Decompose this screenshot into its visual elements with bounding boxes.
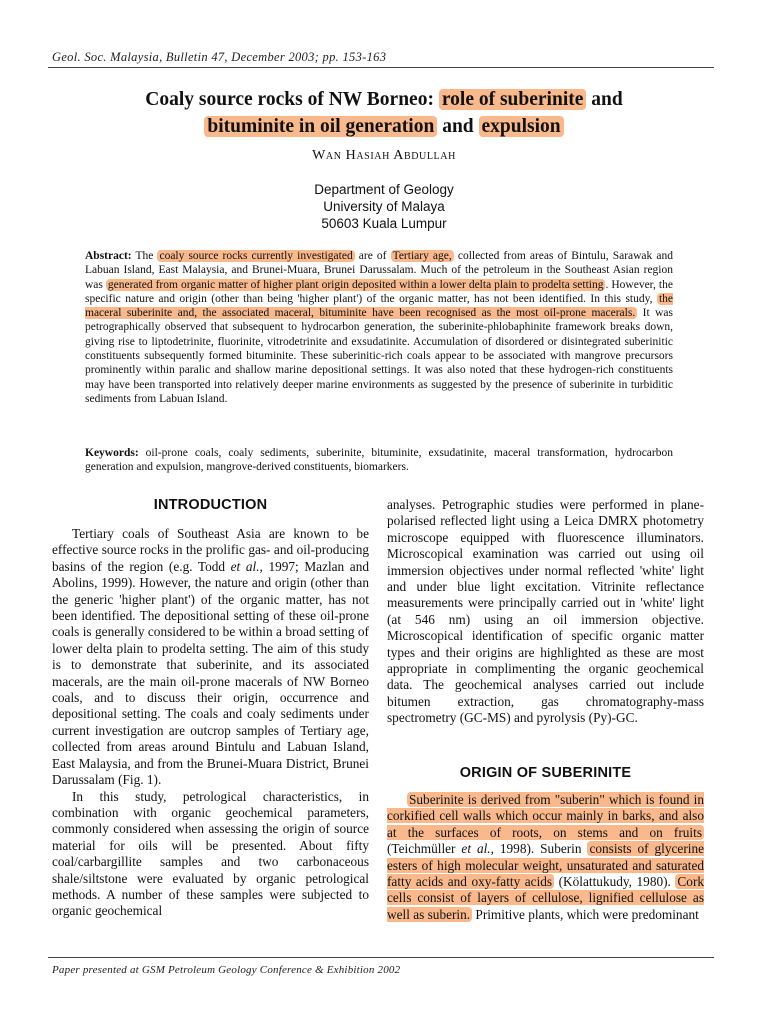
origin-paragraph [387, 792, 704, 923]
origin-text-1: (Teichmüller [387, 841, 462, 857]
page-footer: Paper presented at GSM Petroleum Geology Conference & Exhibition 2002 [52, 964, 401, 976]
title-highlight-1: role of suberinite [439, 89, 587, 110]
abstract-text-4: . However, the specific nature and origin (other than being 'higher plant') of the organic matter, has not been identified. In this study, [85, 278, 673, 305]
introduction-body [52, 526, 369, 920]
affiliation-city: 50603 Kuala Lumpur [321, 216, 447, 231]
abstract-highlight-4: the maceral suberinite and, the associated maceral, bituminite have been recognised as the most oil-prone macerals. [85, 292, 673, 320]
intro-p1-text-a: Tertiary coals of Southeast Asia are known to be effective source rocks in the prolific gas- and oil-producing basins of the region (e.g. Todd [52, 526, 369, 574]
affiliation-university: University of Malaya [323, 199, 445, 214]
abstract-text-3: collected from areas of Bintulu, Sarawak and Labuan Island, East Malaysia, and Brunei-Muara, Brunei Darussalam. Much of the petroleum in the Southeast Asian region was [85, 250, 673, 291]
origin-highlight-3: Cork cells consist of layers of cellulose, lignified cellulose as well as suberin. [387, 874, 705, 922]
title-part-1: Coaly source rocks of NW Borneo: [145, 89, 439, 110]
introduction-paragraph-1 [52, 526, 369, 789]
origin-heading: ORIGIN OF SUBERINITE [459, 765, 632, 781]
header-divider [48, 67, 714, 68]
origin-etal: et al. [461, 841, 491, 857]
paper-title [60, 86, 708, 140]
origin-text-3: Primitive plants, which were predominant [472, 906, 699, 922]
origin-highlight-1: Suberinite is derived from "suberin" which is found in corkified cell walls which occur mainly in barks, and also at the surfaces of roots, on stems and on fruits [387, 792, 704, 840]
origin-text-2: (Kölattukudy, 1980). [554, 874, 676, 890]
keywords-label: Keywords: [85, 447, 139, 459]
title-part-3: and [437, 116, 479, 137]
keywords-text: oil-prone coals, coaly sediments, suberinite, bituminite, exsudatinite, maceral transformation, hydrocarbon generation and expulsion, mangrove-derived constituents, biomarkers. [85, 447, 673, 474]
abstract-highlight-2: Tertiary age, [392, 250, 452, 262]
intro-p1-etal: et al. [230, 558, 260, 574]
methods-continuation [387, 497, 704, 727]
intro-p1-text-b: , 1997; Mazlan and Abolins, 1999). However, the nature and origin (other than the generic 'higher plant') of the organic matter, has not been identified. The depositional setting of these oil-prone coals is generally considered to be within a broad setting of lower delta plain to prodelta setting. The aim of this study is to demonstrate that suberinite, and its associated macerals, are the main oil-prone macerals of NW Borneo coals, and to discuss their origin, occurrence and depositional setting. The coals and coaly sediments under current investigation are outcrop samples of Tertiary age, collected from areas around Bintulu and Labuan Island, East Malaysia, and from the Brunei-Muara District, Brunei Darussalam (Fig. 1). [52, 558, 370, 788]
journal-header: Geol. Soc. Malaysia, Bulletin 47, December 2003; pp. 153-163 [52, 50, 387, 64]
title-part-2: and [586, 89, 623, 110]
title-highlight-2: bituminite in oil generation [204, 116, 437, 137]
introduction-paragraph-2: In this study, petrological characteristics, in combination with organic geochemical parameters, commonly considered when assessing the origin of source material for oils will be presented. About fifty coal/carbargillite samples and two carbonaceous shale/siltstone were evaluated by organic petrological methods. A number of these samples were subjected to organic geochemical [52, 788, 369, 919]
abstract-label: Abstract: [85, 250, 132, 262]
keywords [85, 446, 673, 475]
footer-divider [48, 957, 714, 958]
abstract-text-2: are of [354, 250, 391, 262]
methods-paragraph: analyses. Petrographic studies were performed in plane-polarised reflected light using a Leica DMRX photometry microscope equipped with fluorescence illuminators. Microscopical examination was carried out using oil immersion objectives under normal reflected 'white' light and under blue light excitation. Vitrinite reflectance measurements were principally carried out in 'white' light (at 546 nm) using an oil immersion objective. Microscopical identification of specific organic matter types and their origins are highlighted as these are most appropriate in complimenting the organic geochemical data. The geochemical analyses carried out include bitumen extraction, gas chromatography-mass spectrometry (GC-MS) and pyrolysis (Py)-GC. [387, 497, 704, 726]
author-name: Wan Hasiah Abdullah [312, 148, 456, 163]
abstract-highlight-1: coaly source rocks currently investigated [159, 250, 353, 262]
origin-highlight-2: consists of glycerine esters of high molecular weight, unsaturated and saturated fatty acids and oxy-fatty acids [387, 841, 704, 890]
title-highlight-3: expulsion [479, 116, 564, 137]
abstract [85, 249, 673, 406]
affiliation [0, 181, 768, 232]
origin-text-1b: , 1998). Suberin [490, 841, 588, 857]
abstract-text-1: The [131, 250, 158, 262]
origin-body [387, 792, 704, 923]
abstract-highlight-3: generated from organic matter of higher plant origin deposited within a lower delta plain to prodelta setting [107, 278, 604, 291]
abstract-text-5: It was petrographically observed that subsequent to hydrocarbon generation, the suberinite-phlobaphinite framework breaks down, giving rise to liptodetrinite, fluorinite, vitrodetrinite and exsudatinite. Accumulation of disordered or disintegrated suberinitic constituents subsequently formed bituminite. These suberinitic-rich coals appear to be associated with mangrove precursors prominently within paralic and shallow marine depositional settings. It was also noted that these hydrogen-rich constituents may have been transported into relatively deeper marine environments as suggested by the presence of suberinite in turbiditic sediments from Labuan Island. [85, 307, 673, 405]
affiliation-department: Department of Geology [314, 182, 454, 197]
introduction-heading: INTRODUCTION [153, 497, 268, 513]
